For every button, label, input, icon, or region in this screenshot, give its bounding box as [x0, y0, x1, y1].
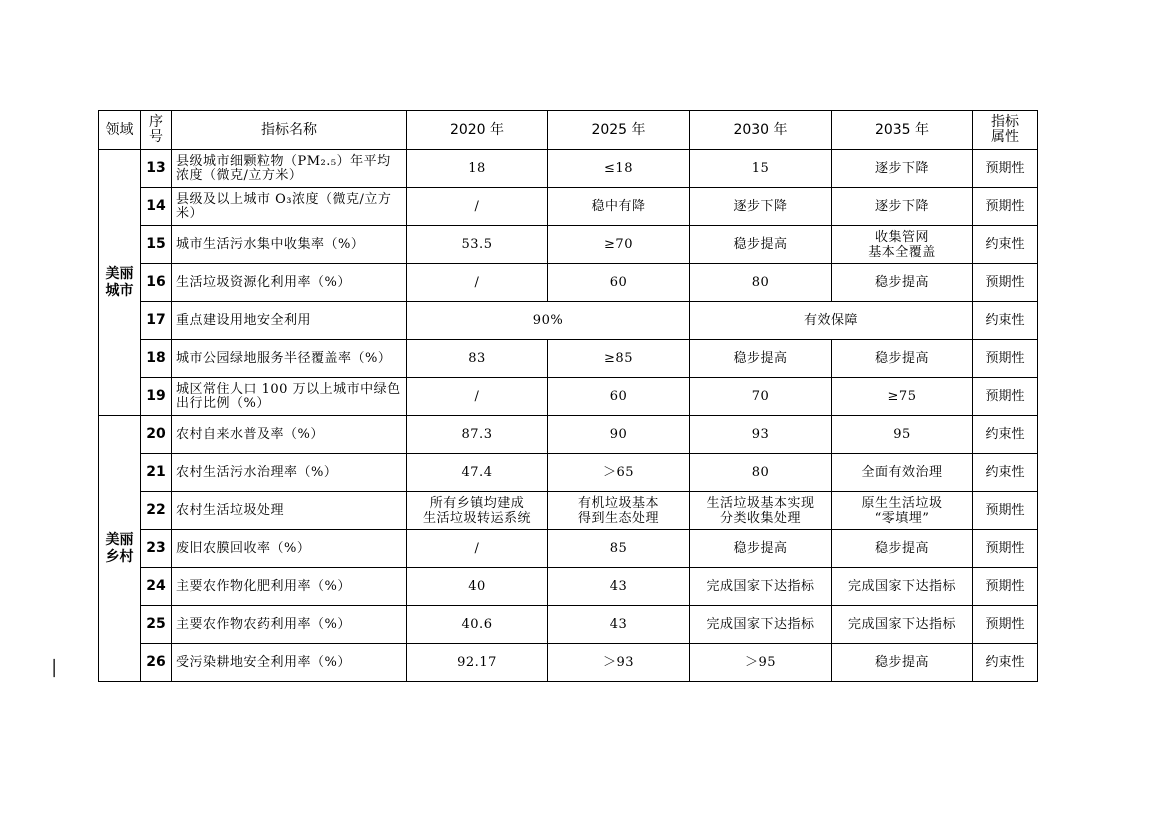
header-row — [99, 111, 1038, 150]
row-2025: ≤18 — [548, 150, 690, 188]
row-2025: 43 — [548, 606, 690, 644]
header-attr: 指标 属性 — [973, 111, 1038, 150]
row-2030: ＞95 — [690, 644, 832, 682]
table-row — [99, 226, 1038, 264]
row-seq: 24 — [141, 568, 172, 606]
table-row — [99, 606, 1038, 644]
row-name: 主要农作物农药利用率（%） — [172, 606, 407, 644]
table-row — [99, 150, 1038, 188]
row-attr: 约束性 — [973, 416, 1038, 454]
row-2030: 生活垃圾基本实现 分类收集处理 — [690, 492, 832, 530]
row-2035: 稳步提高 — [832, 264, 973, 302]
row-attr: 预期性 — [973, 492, 1038, 530]
table-row — [99, 530, 1038, 568]
row-attr: 预期性 — [973, 378, 1038, 416]
row-2030: 80 — [690, 264, 832, 302]
row-2025: 43 — [548, 568, 690, 606]
row-2020: / — [407, 188, 548, 226]
row-2030: 完成国家下达指标 — [690, 568, 832, 606]
row-2020: 40.6 — [407, 606, 548, 644]
row-2020: 53.5 — [407, 226, 548, 264]
header-seq: 序 号 — [141, 111, 172, 150]
row-name: 城市生活污水集中收集率（%） — [172, 226, 407, 264]
table-row — [99, 188, 1038, 226]
row-name: 受污染耕地安全利用率（%） — [172, 644, 407, 682]
table-row — [99, 492, 1038, 530]
row-2020: 87.3 — [407, 416, 548, 454]
row-2030: 稳步提高 — [690, 226, 832, 264]
header-name: 指标名称 — [172, 111, 407, 150]
row-2035: 95 — [832, 416, 973, 454]
header-2035: 2035 年 — [832, 111, 973, 150]
row-2035: ≥75 — [832, 378, 973, 416]
row-2035: 逐步下降 — [832, 150, 973, 188]
row-attr: 预期性 — [973, 340, 1038, 378]
row-attr: 约束性 — [973, 454, 1038, 492]
table-row — [99, 340, 1038, 378]
row-2025: 90 — [548, 416, 690, 454]
header-2030: 2030 年 — [690, 111, 832, 150]
row-attr: 预期性 — [973, 188, 1038, 226]
row-name: 农村生活垃圾处理 — [172, 492, 407, 530]
domain-city: 美丽 城市 — [99, 150, 141, 416]
row-attr: 预期性 — [973, 264, 1038, 302]
row-2035: 逐步下降 — [832, 188, 973, 226]
row-seq: 21 — [141, 454, 172, 492]
row-2030: 稳步提高 — [690, 340, 832, 378]
row-2030: 93 — [690, 416, 832, 454]
row-seq: 14 — [141, 188, 172, 226]
row-attr: 预期性 — [973, 606, 1038, 644]
row-name: 废旧农膜回收率（%） — [172, 530, 407, 568]
row-name: 城市公园绿地服务半径覆盖率（%） — [172, 340, 407, 378]
row-2030: 完成国家下达指标 — [690, 606, 832, 644]
row-seq: 18 — [141, 340, 172, 378]
row-2025: ≥85 — [548, 340, 690, 378]
row-seq: 20 — [141, 416, 172, 454]
row-2035: 稳步提高 — [832, 644, 973, 682]
row-2035: 稳步提高 — [832, 530, 973, 568]
row-2025: 85 — [548, 530, 690, 568]
row-2035: 完成国家下达指标 — [832, 606, 973, 644]
table-row — [99, 416, 1038, 454]
row-name: 县级城市细颗粒物（PM₂.₅）年平均浓度（微克/立方米） — [172, 150, 407, 188]
row-2035: 稳步提高 — [832, 340, 973, 378]
row-2030: 15 — [690, 150, 832, 188]
table-row — [99, 378, 1038, 416]
row-attr: 约束性 — [973, 302, 1038, 340]
row-attr: 约束性 — [973, 644, 1038, 682]
row-attr: 预期性 — [973, 530, 1038, 568]
row-2030: 稳步提高 — [690, 530, 832, 568]
row-name: 农村生活污水治理率（%） — [172, 454, 407, 492]
header-domain: 领域 — [99, 111, 141, 150]
row-name: 生活垃圾资源化利用率（%） — [172, 264, 407, 302]
row-2035: 完成国家下达指标 — [832, 568, 973, 606]
row-2035: 全面有效治理 — [832, 454, 973, 492]
row-seq: 19 — [141, 378, 172, 416]
row-name: 主要农作物化肥利用率（%） — [172, 568, 407, 606]
row-2020-2025: 90% — [407, 302, 690, 340]
row-seq: 17 — [141, 302, 172, 340]
row-name: 农村自来水普及率（%） — [172, 416, 407, 454]
row-2025: ＞93 — [548, 644, 690, 682]
domain-village: 美丽 乡村 — [99, 416, 141, 682]
row-seq: 26 — [141, 644, 172, 682]
row-2025: ≥70 — [548, 226, 690, 264]
table-row — [99, 264, 1038, 302]
row-2020: 18 — [407, 150, 548, 188]
row-2025: 60 — [548, 264, 690, 302]
page-number: — — [44, 658, 68, 678]
row-name: 城区常住人口 100 万以上城市中绿色出行比例（%） — [172, 378, 407, 416]
header-2020: 2020 年 — [407, 111, 548, 150]
indicator-table — [98, 110, 1038, 682]
row-seq: 13 — [141, 150, 172, 188]
row-attr: 预期性 — [973, 150, 1038, 188]
row-2025: 稳中有降 — [548, 188, 690, 226]
row-2020: 40 — [407, 568, 548, 606]
row-attr: 预期性 — [973, 568, 1038, 606]
row-2020: / — [407, 264, 548, 302]
row-2025: 60 — [548, 378, 690, 416]
row-2025: 有机垃圾基本 得到生态处理 — [548, 492, 690, 530]
table-row — [99, 568, 1038, 606]
table-row — [99, 644, 1038, 682]
row-2020: 所有乡镇均建成 生活垃圾转运系统 — [407, 492, 548, 530]
row-seq: 23 — [141, 530, 172, 568]
row-2020: / — [407, 530, 548, 568]
row-2035: 收集管网 基本全覆盖 — [832, 226, 973, 264]
row-name: 县级及以上城市 O₃浓度（微克/立方米） — [172, 188, 407, 226]
row-seq: 15 — [141, 226, 172, 264]
row-2030: 70 — [690, 378, 832, 416]
row-2030-2035: 有效保障 — [690, 302, 973, 340]
row-2025: ＞65 — [548, 454, 690, 492]
table-row — [99, 454, 1038, 492]
row-2020: 92.17 — [407, 644, 548, 682]
table-row — [99, 302, 1038, 340]
row-attr: 约束性 — [973, 226, 1038, 264]
row-2030: 逐步下降 — [690, 188, 832, 226]
row-2020: 47.4 — [407, 454, 548, 492]
header-2025: 2025 年 — [548, 111, 690, 150]
row-2030: 80 — [690, 454, 832, 492]
row-2020: 83 — [407, 340, 548, 378]
row-2035: 原生生活垃圾 “零填埋” — [832, 492, 973, 530]
row-seq: 22 — [141, 492, 172, 530]
row-2020: / — [407, 378, 548, 416]
row-seq: 25 — [141, 606, 172, 644]
row-name: 重点建设用地安全利用 — [172, 302, 407, 340]
row-seq: 16 — [141, 264, 172, 302]
